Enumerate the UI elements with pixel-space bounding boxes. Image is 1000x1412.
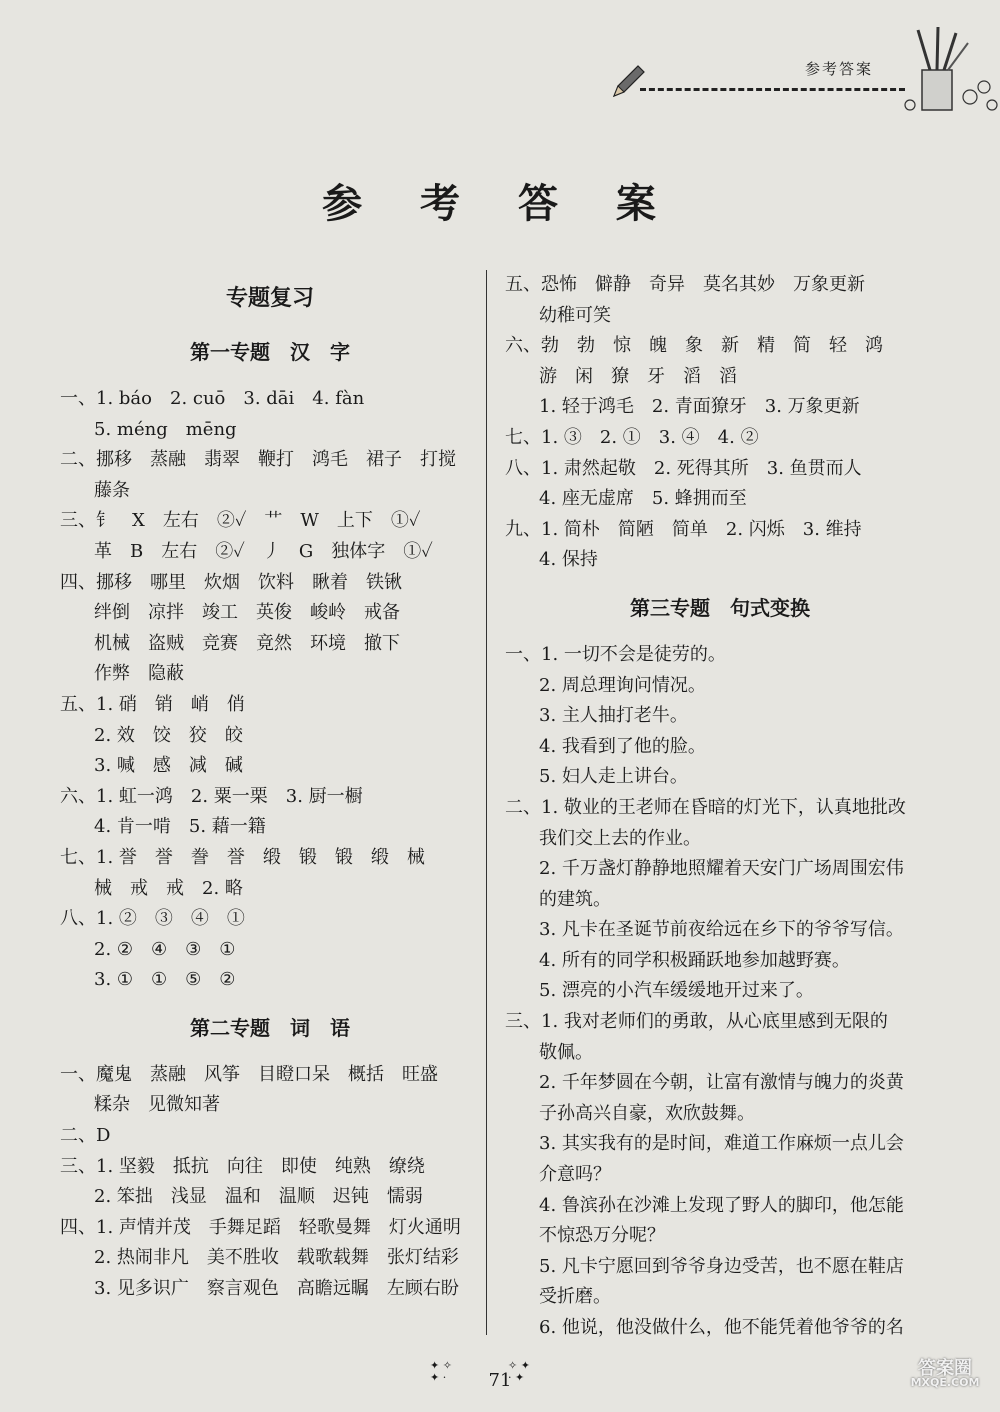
answer-line: 四、挪移 哪里 炊烟 饮料 瞅着 铁锹 [60, 571, 402, 593]
header-label: 参考答案 [805, 60, 874, 78]
header-dashed-line [640, 88, 905, 91]
topic-title: 第二专题 词 语 [190, 1015, 350, 1040]
answer-line: 3. ① ① ⑤ ② [94, 969, 236, 991]
answer-line: 1. 轻于鸿毛 2. 青面獠牙 3. 万象更新 [539, 396, 860, 418]
pen-holder-icon [900, 25, 1000, 120]
right-column [505, 270, 935, 1344]
answer-line: 七、1. 誉 誉 誊 誉 缎 锻 锻 缎 械 [60, 846, 425, 868]
pencil-icon [608, 62, 648, 102]
answer-line: 3. 主人抽打老牛。 [539, 705, 688, 727]
answer-line: 2. 效 饺 狡 皎 [94, 724, 243, 746]
answer-line: 3. 喊 感 减 碱 [94, 755, 243, 777]
answer-line: 5. 漂亮的小汽车缓缓地开过来了。 [539, 980, 814, 1002]
answer-line: 一、1. 一切不会是徒劳的。 [505, 643, 726, 665]
answer-line: 4. 保持 [539, 549, 598, 571]
answer-line: 5. 妇人走上讲台。 [539, 766, 688, 788]
answer-line: 的建筑。 [539, 888, 611, 910]
answer-line: 二、D [60, 1125, 111, 1147]
answer-line: 子孙高兴自豪，欢欣鼓舞。 [539, 1102, 755, 1124]
answer-line: 5. méng mēng [94, 418, 237, 440]
answer-line: 2. 千万盏灯静静地照耀着天安门广场周围宏伟 [539, 858, 904, 880]
answer-line: 五、1. 硝 销 峭 俏 [60, 693, 245, 715]
page-number: 71 [488, 1370, 512, 1391]
answer-line: 4. 所有的同学积极踊跃地参加越野赛。 [539, 949, 850, 971]
answer-line: 一、魔鬼 蒸融 风筝 目瞪口呆 概括 旺盛 [60, 1063, 438, 1085]
answer-line: 2. 千年梦圆在今朝，让富有激情与魄力的炎黄 [539, 1072, 904, 1094]
star-decoration-icon: ✦ ✧ ✦ · [430, 1359, 452, 1384]
answer-line: 4. 我看到了他的脸。 [539, 735, 706, 757]
column-divider [486, 270, 487, 1335]
answer-line: 4. 座无虚席 5. 蜂拥而至 [539, 488, 747, 510]
section-title: 专题复习 [225, 286, 314, 311]
answer-line: 2. 笨拙 浅显 温和 温顺 迟钝 懦弱 [94, 1186, 423, 1208]
watermark-url: MXQE.COM [910, 1376, 980, 1389]
answer-line: 3. 其实我有的是时间，难道工作麻烦一点儿会 [539, 1133, 904, 1155]
answer-line: 5. 凡卡宁愿回到爷爷身边受苦，也不愿在鞋店 [539, 1255, 904, 1277]
answer-line: 受折磨。 [539, 1286, 611, 1308]
answer-line: 幼稚可笑 [539, 304, 611, 326]
answer-line: 四、1. 声情并茂 手舞足蹈 轻歌曼舞 灯火通明 [60, 1216, 461, 1238]
answer-line: 4. 肯一啃 5. 藉一籍 [94, 816, 266, 838]
answer-line: 我们交上去的作业。 [539, 827, 701, 849]
answer-line: 六、1. 虹一鸿 2. 粟一栗 3. 厨一橱 [60, 785, 363, 807]
answer-line: 械 戒 戒 2. 略 [94, 877, 243, 899]
answer-line: 6. 他说，他没做什么，他不能凭着他爷爷的名 [539, 1317, 904, 1338]
answer-line: 不惊恐万分呢？ [539, 1225, 665, 1247]
answer-line: 4. 鲁滨孙在沙滩上发现了野人的脚印，他怎能 [539, 1194, 904, 1216]
answer-line: 三、1. 我对老师们的勇敢，从心底里感到无限的 [505, 1011, 888, 1033]
star-decoration-icon: ✧ ✦ · ✦ [508, 1359, 530, 1384]
answer-line: 介意吗？ [539, 1164, 611, 1186]
answer-line: 游 闲 獠 牙 滔 滔 [539, 365, 737, 387]
answer-line: 3. 凡卡在圣诞节前夜给远在乡下的爷爷写信。 [539, 919, 904, 941]
answer-line: 革 B 左右 ②✓ 丿 G 独体字 ①✓ [94, 540, 433, 562]
answer-line: 五、恐怖 僻静 奇异 莫名其妙 万象更新 [505, 274, 865, 295]
answer-line: 作弊 隐蔽 [94, 663, 184, 685]
answer-line: 三、钅 X 左右 ②✓ 艹 W 上下 ①✓ [60, 510, 421, 532]
answer-line: 藤条 [94, 479, 130, 501]
answer-line: 敬佩。 [539, 1041, 593, 1063]
answer-line: 2. ② ④ ③ ① [94, 938, 236, 960]
answer-line: 机械 盗贼 竞赛 竟然 环境 撤下 [94, 632, 400, 654]
answer-line: 二、1. 敬业的王老师在昏暗的灯光下，认真地批改 [505, 796, 906, 818]
page-title: 参 考 答 案 [322, 181, 678, 227]
answer-line: 绊倒 凉拌 竣工 英俊 峻岭 戒备 [94, 602, 400, 624]
answer-line: 八、1. 肃然起敬 2. 死得其所 3. 鱼贯而人 [505, 457, 862, 479]
answer-line: 2. 周总理询问情况。 [539, 674, 706, 696]
watermark-logo [895, 1358, 995, 1402]
page-header [600, 40, 1000, 120]
topic-title: 第三专题 句式变换 [630, 595, 810, 620]
watermark-text: 答案圈 [918, 1358, 972, 1379]
answer-line: 3. 见多识广 察言观色 高瞻远瞩 左顾右盼 [94, 1278, 459, 1300]
answer-line: 2. 热闹非凡 美不胜收 载歌载舞 张灯结彩 [94, 1247, 459, 1269]
left-column [60, 270, 480, 1305]
answer-line: 六、勃 勃 惊 魄 象 新 精 简 轻 鸿 [505, 335, 883, 357]
answer-line: 八、1. ② ③ ④ ① [60, 908, 245, 930]
answer-line: 三、1. 坚毅 抵抗 向往 即使 纯熟 缭绕 [60, 1155, 425, 1177]
answer-line: 二、挪移 蒸融 翡翠 鞭打 鸿毛 裙子 打搅 [60, 449, 456, 471]
topic-title: 第一专题 汉 字 [190, 340, 350, 364]
answer-line: 糅杂 见微知著 [94, 1094, 220, 1116]
answer-line: 九、1. 简朴 简陋 简单 2. 闪烁 3. 维持 [505, 518, 862, 540]
answer-line: 七、1. ③ 2. ① 3. ④ 4. ② [505, 426, 759, 448]
answer-line: 一、1. báo 2. cuō 3. dāi 4. fàn [60, 388, 365, 409]
